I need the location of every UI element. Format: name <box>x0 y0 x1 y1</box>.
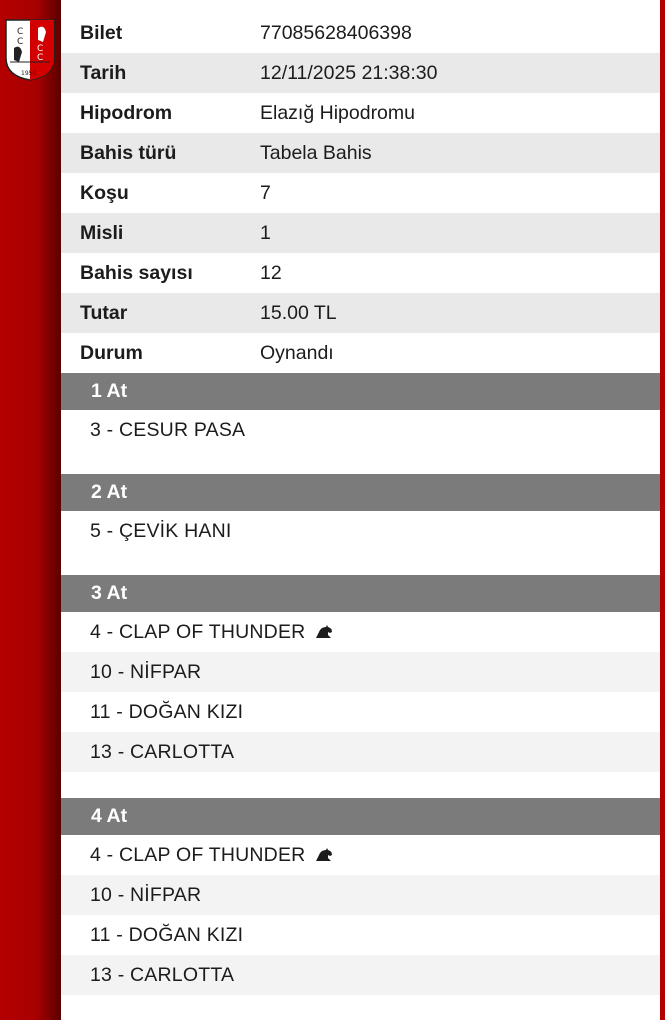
horse-name: 11 - DOĞAN KIZI <box>90 923 244 946</box>
info-row <box>61 213 660 253</box>
horse-row[interactable] <box>61 410 660 450</box>
info-value: Tabela Bahis <box>260 141 372 164</box>
group-header: 1 At <box>61 373 660 410</box>
horse-row[interactable] <box>61 612 660 652</box>
info-row <box>61 13 660 53</box>
horse-name: 13 - CARLOTTA <box>90 963 235 986</box>
svg-text:C: C <box>17 27 24 37</box>
info-value: 7 <box>260 181 271 204</box>
horse-name: 13 - CARLOTTA <box>90 740 235 763</box>
selection-groups <box>61 373 660 1020</box>
info-label: Tutar <box>80 301 128 324</box>
horse-row[interactable] <box>61 692 660 732</box>
info-row <box>61 53 660 93</box>
horse-name: 3 - CESUR PASA <box>90 418 246 441</box>
svg-text:1950: 1950 <box>21 70 37 77</box>
info-row <box>61 133 660 173</box>
info-label: Durum <box>80 341 143 364</box>
horse-row[interactable] <box>61 732 660 772</box>
horse-name: 4 - CLAP OF THUNDER <box>90 620 306 643</box>
horse-head-icon <box>315 848 333 862</box>
ticket-info-table <box>61 13 660 373</box>
info-row <box>61 173 660 213</box>
sidebar <box>0 0 61 1020</box>
info-row <box>61 293 660 333</box>
group-spacer <box>61 772 660 798</box>
horse-row[interactable] <box>61 835 660 875</box>
horse-name: 11 - DOĞAN KIZI <box>90 700 244 723</box>
info-label: Koşu <box>80 181 129 204</box>
group-header: 4 At <box>61 798 660 835</box>
horse-row[interactable] <box>61 875 660 915</box>
horse-name: 4 - CLAP OF THUNDER <box>90 843 306 866</box>
info-label: Bahis türü <box>80 141 177 164</box>
info-row <box>61 333 660 373</box>
horse-row[interactable] <box>61 955 660 995</box>
info-row <box>61 253 660 293</box>
info-value: Oynandı <box>260 341 334 364</box>
svg-text:C: C <box>17 37 24 47</box>
group-spacer <box>61 551 660 575</box>
info-label: Bilet <box>80 21 123 44</box>
group-spacer <box>61 450 660 474</box>
svg-text:C: C <box>37 53 44 63</box>
info-label: Bahis sayısı <box>80 261 193 284</box>
info-value: 1 <box>260 221 271 244</box>
group-header: 3 At <box>61 575 660 612</box>
horse-row[interactable] <box>61 511 660 551</box>
horse-name: 10 - NİFPAR <box>90 660 202 683</box>
info-row <box>61 93 660 133</box>
info-value: 12 <box>260 261 282 284</box>
info-label: Misli <box>80 221 124 244</box>
group-spacer <box>61 995 660 1020</box>
ticket-detail <box>61 13 660 1020</box>
info-value: Elazığ Hipodromu <box>260 101 415 124</box>
horse-row[interactable] <box>61 652 660 692</box>
horse-head-icon <box>315 625 333 639</box>
svg-text:C: C <box>37 44 44 54</box>
right-edge-border <box>660 0 665 1020</box>
info-value: 15.00 TL <box>260 301 337 324</box>
info-value: 77085628406398 <box>260 21 412 44</box>
horse-name: 10 - NİFPAR <box>90 883 202 906</box>
group-header: 2 At <box>61 474 660 511</box>
info-label: Tarih <box>80 61 127 84</box>
club-logo-icon[interactable] <box>4 18 56 82</box>
horse-name: 5 - ÇEVİK HANI <box>90 519 232 542</box>
horse-row[interactable] <box>61 915 660 955</box>
info-label: Hipodrom <box>80 101 173 124</box>
info-value: 12/11/2025 21:38:30 <box>260 61 438 84</box>
